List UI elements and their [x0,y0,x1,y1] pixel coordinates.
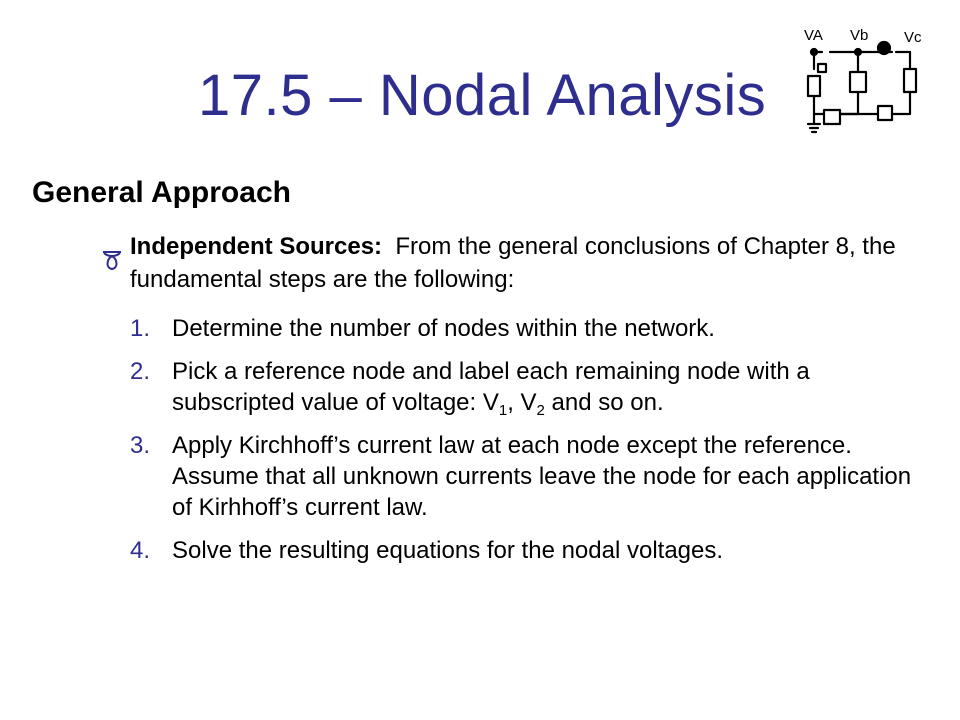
step-text: Apply Kirchhoff’s current law at each node except the reference. Assume that all unknown currents leave the node for each application of Kirhhoff’s current law. [172,432,912,521]
step-text-part: Pick a reference node and label each remaining node with a subscripted value of voltage: V [172,358,810,416]
lead-paragraph [130,230,920,296]
circuit-label-vb: Vb [850,27,869,44]
step-text [172,358,810,419]
lead-label: Independent Sources: [130,233,383,260]
step-text-part: and so on. [544,389,664,416]
section-heading: General Approach [32,176,291,209]
step-item [130,313,930,344]
circuit-label-vc: Vc [904,29,922,46]
step-number: 2. [130,358,151,385]
step-number: 1. [130,315,151,342]
step-text: Solve the resulting equations for the nodal voltages. [172,537,724,564]
subscript: 2 [536,402,545,419]
step-number: 4. [130,537,151,564]
step-text-part: , V [507,389,537,416]
circuit-label-va: VA [804,27,823,44]
step-item [130,356,930,418]
step-number: 3. [130,432,151,459]
slide-title: 17.5 – Nodal Analysis [198,63,767,128]
subscript: 1 [498,402,508,419]
bullet-icon [100,248,124,272]
step-item [130,535,930,566]
step-text: Determine the number of nodes within the network. [172,315,715,342]
circuit-sketch-icon [800,14,930,144]
steps-list [130,313,930,578]
step-item [130,430,930,523]
lead-text: From the general conclusions of Chapter 8, the fundamental steps are the following: [130,233,896,293]
